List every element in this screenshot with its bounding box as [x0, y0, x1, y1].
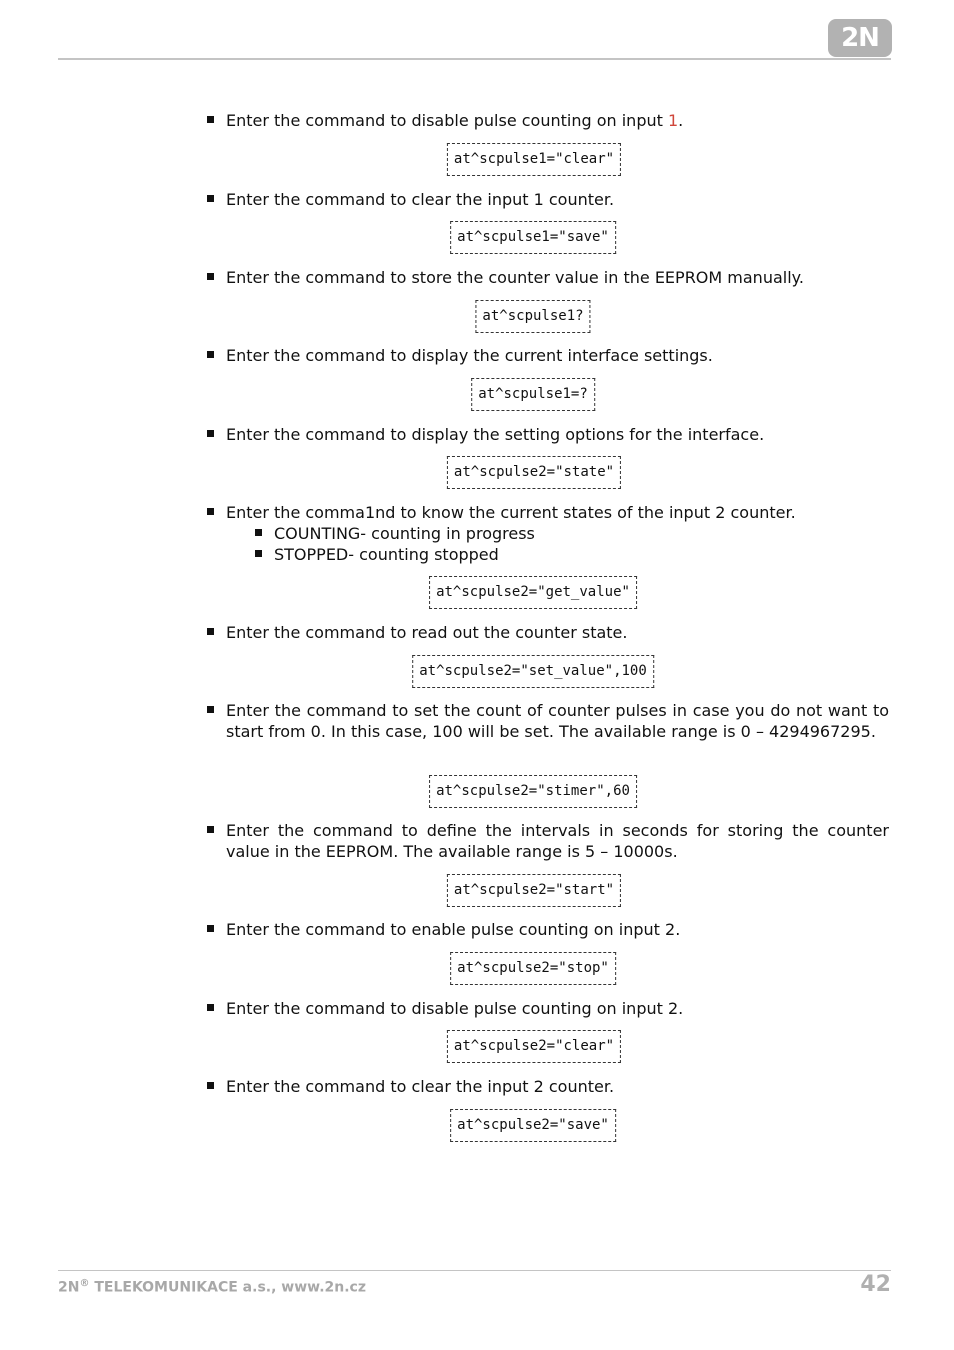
square-bullet-icon — [207, 195, 214, 202]
instruction-item — [207, 1076, 889, 1097]
instruction-text-accent: 1 — [667, 111, 679, 130]
square-bullet-icon — [255, 550, 262, 557]
command-box: at^scpulse1=? — [471, 378, 595, 411]
instruction-item — [207, 820, 889, 862]
command-box: at^scpulse2="stop" — [450, 952, 616, 985]
command-box: at^scpulse1? — [475, 300, 590, 333]
command-box: at^scpulse2="start" — [447, 874, 621, 907]
command-box: at^scpulse2="get_value" — [429, 576, 637, 609]
instruction-item — [207, 267, 889, 288]
sub-list-item — [255, 544, 889, 565]
square-bullet-icon — [207, 351, 214, 358]
instruction-item — [207, 622, 889, 643]
instruction-text-part: . — [678, 111, 684, 130]
instruction-item — [207, 424, 889, 445]
square-bullet-icon — [207, 116, 214, 123]
instruction-item — [207, 919, 889, 940]
footer-company — [58, 1278, 366, 1296]
footer-brand: 2N — [58, 1279, 80, 1296]
sub-item-text: STOPPED- counting stopped — [274, 545, 499, 564]
square-bullet-icon — [255, 529, 262, 536]
company-logo: 2N — [828, 19, 892, 57]
square-bullet-icon — [207, 273, 214, 280]
sub-list-item — [255, 523, 889, 544]
instruction-item — [207, 700, 889, 742]
square-bullet-icon — [207, 430, 214, 437]
instruction-text: Enter the command to set the count of counter pulses in case you do not want to start from 0. In this case, 100 will be set. The available range is 0 – 4294967295. — [226, 701, 889, 741]
instruction-text: Enter the command to enable pulse counting on input 2. — [226, 920, 681, 939]
sub-item-text: COUNTING- counting in progress — [274, 524, 535, 543]
command-box: at^scpulse2="clear" — [447, 1030, 621, 1063]
instruction-text: Enter the command to display the setting options for the interface. — [226, 425, 765, 444]
instruction-text: Enter the command to clear the input 1 counter. — [226, 190, 615, 209]
footer-rule — [58, 1270, 891, 1271]
command-box: at^scpulse2="state" — [447, 456, 621, 489]
instruction-item — [207, 110, 889, 131]
instruction-text: Enter the command to define the intervals in seconds for storing the counter value in the EEPROM. The available range is 5 – 10000s. — [226, 821, 889, 861]
instruction-text — [226, 110, 889, 131]
square-bullet-icon — [207, 1004, 214, 1011]
command-box: at^scpulse1="save" — [450, 221, 616, 254]
command-box: at^scpulse2="set_value",100 — [412, 655, 654, 688]
square-bullet-icon — [207, 706, 214, 713]
square-bullet-icon — [207, 628, 214, 635]
registered-mark: ® — [79, 1278, 90, 1289]
square-bullet-icon — [207, 826, 214, 833]
command-box: at^scpulse1="clear" — [447, 143, 621, 176]
instruction-text-part: Enter the command to disable pulse counting on input — [226, 111, 668, 130]
instruction-text: Enter the command to read out the counter state. — [226, 623, 628, 642]
square-bullet-icon — [207, 1082, 214, 1089]
instruction-item — [207, 345, 889, 366]
instruction-text: Enter the command to store the counter value in the EEPROM manually. — [226, 268, 804, 287]
instruction-item — [207, 189, 889, 210]
square-bullet-icon — [207, 508, 214, 515]
footer-company-text: TELEKOMUNIKACE a.s., www.2n.cz — [89, 1279, 366, 1296]
instruction-item — [207, 998, 889, 1019]
command-box: at^scpulse2="save" — [450, 1109, 616, 1142]
command-box: at^scpulse2="stimer",60 — [429, 775, 637, 808]
instruction-text: Enter the command to disable pulse counting on input 2. — [226, 999, 684, 1018]
square-bullet-icon — [207, 925, 214, 932]
instruction-text: Enter the comma1nd to know the current states of the input 2 counter. — [226, 503, 796, 522]
instruction-text: Enter the command to clear the input 2 counter. — [226, 1077, 615, 1096]
instruction-text: Enter the command to display the current interface settings. — [226, 346, 713, 365]
page-number: 42 — [860, 1272, 891, 1297]
instruction-item — [207, 502, 889, 565]
